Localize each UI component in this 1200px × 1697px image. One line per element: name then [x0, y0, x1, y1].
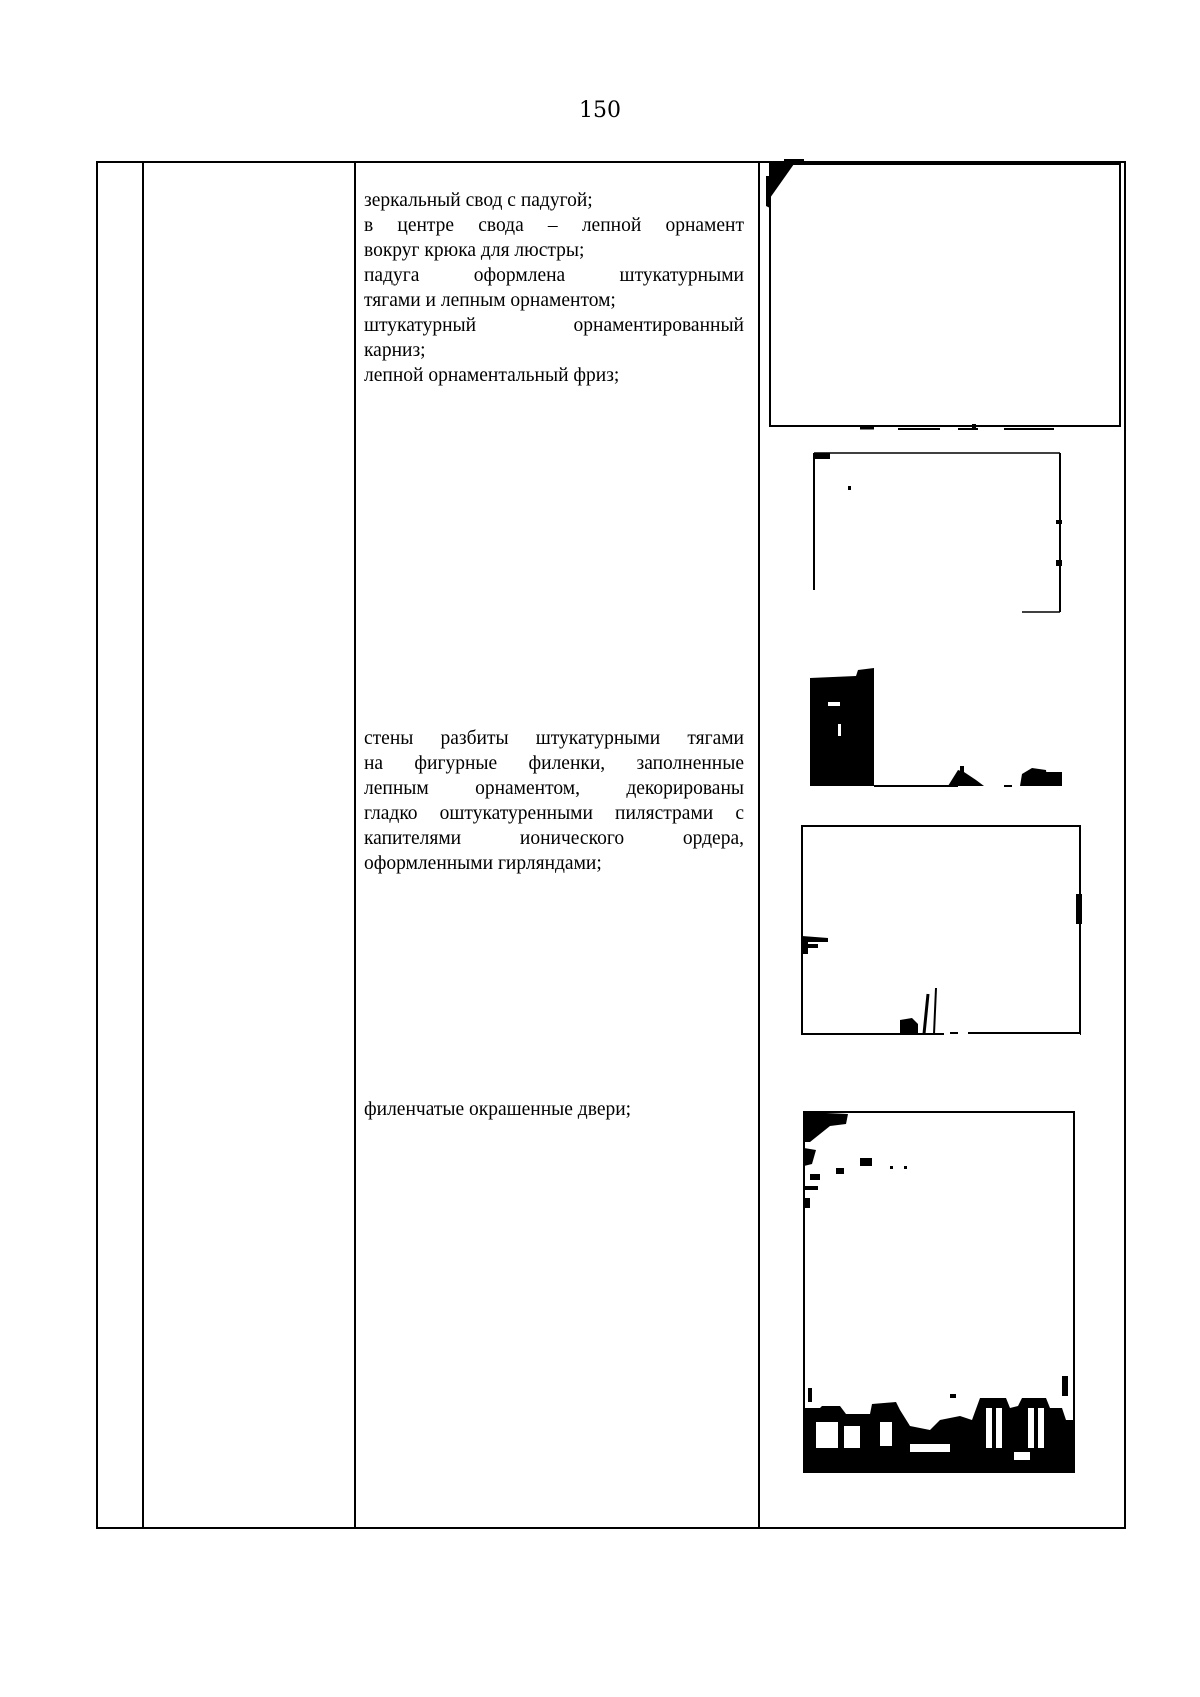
description-doors [364, 1097, 744, 1122]
text-line: оформленными гирляндами; [364, 853, 602, 874]
text-line: лепной орнаментальный фриз; [364, 365, 620, 386]
text-line: падуга оформлена штукатурными [364, 265, 744, 286]
text-line: на фигурные филенки, заполненные [364, 753, 744, 774]
photo-doors [800, 1108, 1078, 1478]
column-divider-3 [758, 163, 760, 1527]
text-line: тягами и лепным орнаментом; [364, 290, 616, 311]
text-line: лепным орнаментом, декорированы [364, 778, 744, 799]
text-line: карниз; [364, 340, 426, 361]
text-line: гладко оштукатуренными пилястрами с [364, 803, 744, 824]
photo-ceiling [764, 158, 1126, 434]
text-line: стены разбиты штукатурными тягами [364, 728, 744, 749]
column-divider-2 [354, 163, 356, 1527]
text-line: вокруг крюка для люстры; [364, 240, 585, 261]
text-line: зеркальный свод с падугой; [364, 190, 593, 211]
description-walls [364, 726, 744, 876]
description-ceiling [364, 188, 744, 388]
photo-ceiling-detail [806, 450, 1072, 618]
text-line: штукатурный орнаментированный [364, 315, 744, 336]
column-divider-1 [142, 163, 144, 1527]
text-line: филенчатые окрашенные двери; [364, 1099, 632, 1120]
page-number: 150 [579, 98, 621, 123]
text-line: в центре свода – лепной орнамент [364, 215, 744, 236]
text-line: капителями ионического ордера, [364, 828, 744, 849]
photo-wall-panel [800, 824, 1084, 1040]
photo-wall [808, 664, 1076, 804]
